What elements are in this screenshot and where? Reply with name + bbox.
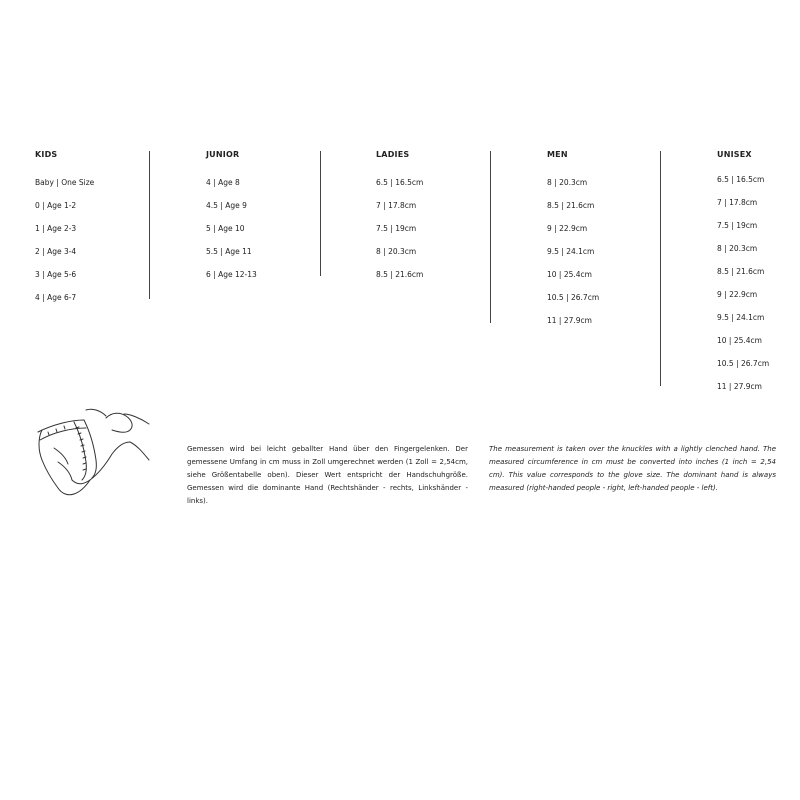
column-divider bbox=[660, 151, 661, 386]
size-column-junior bbox=[206, 150, 257, 279]
size-row: 4 | Age 8 bbox=[206, 178, 240, 187]
size-row: 7.5 | 19cm bbox=[717, 221, 758, 230]
size-row: 8.5 | 21.6cm bbox=[376, 270, 424, 279]
size-row: 5.5 | Age 11 bbox=[206, 247, 252, 256]
size-row: 7 | 17.8cm bbox=[376, 201, 417, 210]
measurement-instructions-german: Gemessen wird bei leicht geballter Hand über den Fingergelenken. Der gemessene Umfang in cm muss in Zoll umgerechnet werden (1 Zoll = 2,54cm, siehe Größentabelle oben). Dieser Wert entspricht der Handschuhgröße. Gemessen wird die dominante Hand (Rechtshänder - rechts, Linkshänder - links). bbox=[187, 445, 468, 505]
size-row: 11 | 27.9cm bbox=[547, 316, 592, 325]
size-row: 10 | 25.4cm bbox=[717, 336, 762, 345]
size-row: 7 | 17.8cm bbox=[717, 198, 758, 207]
size-row: 8 | 20.3cm bbox=[717, 244, 758, 253]
size-row: 6 | Age 12-13 bbox=[206, 270, 257, 279]
size-row: 5 | Age 10 bbox=[206, 224, 245, 233]
size-row: 2 | Age 3-4 bbox=[35, 247, 77, 256]
column-divider bbox=[149, 151, 150, 299]
size-column-kids bbox=[35, 150, 95, 302]
size-column-unisex bbox=[717, 150, 770, 391]
column-title: JUNIOR bbox=[206, 150, 240, 159]
column-divider bbox=[490, 151, 491, 323]
column-title: MEN bbox=[547, 150, 568, 159]
size-row: 4.5 | Age 9 bbox=[206, 201, 247, 210]
size-row: 8.5 | 21.6cm bbox=[547, 201, 595, 210]
column-title: LADIES bbox=[376, 150, 410, 159]
size-row: 11 | 27.9cm bbox=[717, 382, 762, 391]
size-row: 6.5 | 16.5cm bbox=[376, 178, 424, 187]
column-title: UNISEX bbox=[717, 150, 752, 159]
hand-measuring-tape-icon bbox=[34, 402, 154, 502]
size-row: 4 | Age 6-7 bbox=[35, 293, 77, 302]
column-divider bbox=[320, 151, 321, 276]
size-row: 6.5 | 16.5cm bbox=[717, 175, 765, 184]
size-row: 9 | 22.9cm bbox=[717, 290, 758, 299]
size-row: 10.5 | 26.7cm bbox=[717, 359, 770, 368]
size-row: 8 | 20.3cm bbox=[376, 247, 417, 256]
size-row: 7.5 | 19cm bbox=[376, 224, 417, 233]
size-column-ladies bbox=[376, 150, 424, 279]
size-row: Baby | One Size bbox=[35, 178, 95, 187]
size-row: 9 | 22.9cm bbox=[547, 224, 588, 233]
size-row: 9.5 | 24.1cm bbox=[547, 247, 595, 256]
column-title: KIDS bbox=[35, 150, 58, 159]
size-column-men bbox=[547, 150, 600, 325]
measurement-instructions-english: The measurement is taken over the knuckles with a lightly clenched hand. The measured circumference in cm must be converted into inches (1 inch = 2,54 cm). This value corresponds to the glove size. The dominant hand is always measured (right-handed people - right, left-handed people - left). bbox=[489, 445, 776, 492]
size-row: 9.5 | 24.1cm bbox=[717, 313, 765, 322]
size-row: 10 | 25.4cm bbox=[547, 270, 592, 279]
size-row: 10.5 | 26.7cm bbox=[547, 293, 600, 302]
size-row: 8.5 | 21.6cm bbox=[717, 267, 765, 276]
size-row: 8 | 20.3cm bbox=[547, 178, 588, 187]
size-row: 3 | Age 5-6 bbox=[35, 270, 77, 279]
size-row: 0 | Age 1-2 bbox=[35, 201, 77, 210]
size-row: 1 | Age 2-3 bbox=[35, 224, 77, 233]
